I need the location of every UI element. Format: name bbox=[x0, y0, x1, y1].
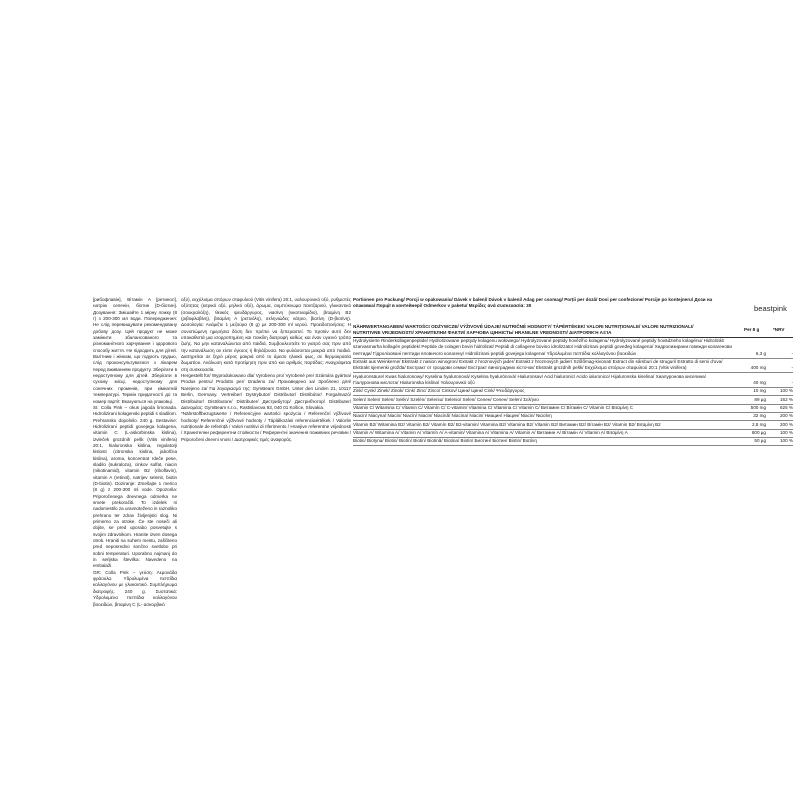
ingredients-text-gr-cont: οξύ), εκχύλισμα σπόρων σταφυλιού (Vitis vinifera) 20:1, υαλουρονικό οξύ, ρυθμιστές οξύτητας (κιτρικό οξύ, μηλικό οξύ), άρωμα, συμπύκνωμα παντζαριού, γλυκαντικό (σουκραλόζη), θειικός ψευδάργυρος, νιασίνη (νικοτιναμίδιο), βιταμίνη B2 (ριβοφλαβίνη), βιταμίνη A (ρετινόλη), σεληνιώδες νάτριο, βιοτίνη (D-βιοτίνη). Δοσολογία: Ανάμιξτε 1 μεζούρα (8 g) με 200-300 ml νερού. Προειδοποιήσεις: Η συνιστώμενη ημερήσια δόση δεν πρέπει να ξεπεραστεί. Το προϊόν αυτό δεν υποκαθιστά μια ισορροπημένη και ποικίλη διατροφή καθώς και έναν υγιεινό τρόπο ζωής. Να μην καταναλώνεται από παιδιά. Συμβουλευτείτε το γιατρό σας πριν από την κατανάλωση αν είστε έγκυος ή θηλάζουσα. Να φυλάσσεται μακριά από παιδιά. Διατηρείται σε ξηρό μέρος μακριά από το άμεσο ηλιακό φως, σε θερμοκρασία δωματίου. Ανάλωση κατά προτίμηση πριν από και αριθμός παρτίδας: Αναγράφεται στη συσκευασία. bbox=[181, 297, 351, 372]
table-row bbox=[353, 413, 793, 421]
table-row bbox=[353, 373, 793, 388]
nutrient-nrv: 200 % bbox=[779, 421, 793, 427]
nutrition-table-title: NÄHRWERTANGABEN/ WARTOŚCI ODŻYWCZE/ VÝŽIVOVÉ ÚDAJE/ NUTRIČNÉ HODNOTY/ TÁPÉRTÉKEK/ VALORI NUTRIȚIONALE/ VALORI NUTRIZIONALI/ NUTRITIVNE VRIJEDNOSTI/ ХРАНИТЕЛНИ ФАКТИ/ ХАРЧОВА ЦІННІСТЬ/ HRANILNE VREDNOSTI/ ΔΙΑΤΡΟΦΙΚΉ ΑΞΊΑ bbox=[353, 324, 694, 336]
nutrient-nrv: - bbox=[791, 380, 793, 386]
nutrient-amount: 800 µg bbox=[751, 430, 766, 436]
nutrient-name: Vitamin C/ Witamina C/ Vitamin C/ Vitamín C/ C-vitamin/ Vitamina C/ Vitamina C/ Vitamin C/ Витамин C/ Вітамін C/ Vitamin C/ Βιταμίνη C bbox=[353, 405, 634, 411]
nutrient-amount: 6,3 g bbox=[755, 350, 766, 356]
nutrient-amount: 400 mg bbox=[750, 365, 766, 371]
table-row bbox=[353, 430, 793, 438]
nutrition-panel bbox=[353, 297, 793, 497]
table-row bbox=[353, 421, 793, 429]
column-nrv: *NRV bbox=[773, 327, 785, 332]
nutrient-amount: 40 mg bbox=[753, 380, 766, 386]
nutrient-amount: 500 mg bbox=[750, 405, 766, 411]
column-per-serving: Per 8 g bbox=[744, 327, 760, 332]
nutrient-name: Hyaluronsäure/ Kwas hialuronowy/ Kyselina hyaluronová/ Kyselina hyalurónová/ Hialuronsav/ Acid hialuronic/ Acido ialuronico/ Hijaluronska kiselina/ Хиалуронова киселина/ Гіалуронова кислота/ Hialuronska kislina/ Υαλουρονικό οξύ bbox=[353, 373, 707, 386]
nutrient-amount: 32 mg bbox=[753, 413, 766, 419]
nutrition-table bbox=[353, 324, 793, 446]
nutrient-amount: 10 mg bbox=[753, 388, 766, 394]
nutrient-name: Extrakt aus Weinkerne/ Ekstrakt z nasion winogron/ Extrakt z hroznových jader/ Extrakt z hroznových jadier/ Szőlőmag-kivonat/ Extract din sâmburi de struguri/ Estratto di semi d'uva/ Ekstrakt sjemenki grožđa/ Екстракт от гроздови семки/ Екстракт виноградних кісточок/ Ekstrakt grozdnih pešk/ Εκχύλισμα σπόρων σταφυλιού 20:1 (Vitis vinifera) bbox=[353, 359, 723, 371]
nrv-footnote: *Nährstoffbezugswerte / Referencyjne wartości spożycia / Referenční výživové hodnoty/ Referenčné výživové hodnoty / Táplálkozási referenciaértékek / Valorile nutriționale de referință / Valori nutritivi di riferimento / Hranjive referentne vrijednosti / Хранителни референтни стойности / Референтні значення поживних речовин / Priporočeni dnevni vnosi / Διατροφικές τιμές αναφοράς. bbox=[181, 411, 351, 442]
nutrient-amount: 2,8 mg bbox=[751, 421, 766, 427]
ingredients-text-gr: GR: Colla Pink – γεύση: Λεμονάδα φράουλα. Υδρολυμένα πεπτίδια κολλαγόνου με γλυκαντικό. Συμπλήρωμα διατροφής. 240 g. Συστατικά: Υδρολυμένα πεπτίδια κολλαγόνου βοοειδών, βιταμίνη C (L- ασκορβικό bbox=[93, 569, 177, 607]
nutrient-name: Selen/ Selen/ Selen/ Selén/ Szelén/ Seleniu/ Selenio/ Selen/ Селен/ Селен/ Selen/ Σελήνιο bbox=[353, 396, 539, 402]
table-row bbox=[353, 396, 793, 404]
nutrition-rows bbox=[353, 338, 793, 447]
portions-per-pack: Portionen pro Packung/ Porcji w opakowaniu/ Dávek v balení/ Dávok v balení/ Adag per csomag/ Porții per doză/ Dosi per confezione/ Porcije po kontejneru/ Дози на опаковка/ Порції в контейнері/ Odmerkov v paketu/ Μερίδες ανά συσκευασία: 30 bbox=[353, 297, 713, 309]
nutrient-amount: 50 µg bbox=[754, 438, 766, 444]
nutrient-name: Biotin/ Biotyna/ Biotin/ Biotín/ Biotin/ Biotină/ Biotina/ Biotin/ Биотин/ Біотин/ Biotin/ Βιοτίνη bbox=[353, 438, 537, 444]
nutrient-nrv: 200 % bbox=[779, 413, 793, 419]
table-row bbox=[353, 338, 793, 359]
table-row bbox=[353, 388, 793, 396]
nutrient-nrv: - bbox=[791, 350, 793, 356]
nutrient-nrv: 100 % bbox=[779, 438, 793, 444]
nutrition-table-header bbox=[353, 324, 793, 338]
nutrient-nrv: 100 % bbox=[779, 430, 793, 436]
nutrient-name: Vitamin A/ Witamina A/ Vitamin A/ Vitamín A/ A-vitamin/ Vitamina A/ Vitamina A/ Vitamin A/ Витамин A/ Вітамін A/ Vitamin A/ Βιταμίνη A bbox=[353, 430, 628, 436]
ingredients-column-2 bbox=[181, 297, 351, 497]
ingredients-column-1 bbox=[93, 297, 177, 607]
nutrient-amount: 89 µg bbox=[754, 396, 766, 402]
brand-logo: beastpink bbox=[753, 304, 787, 313]
nutrient-name: Zink/ Cynk/ Zinek/ Zinok/ Cink/ Zinc/ Zinco/ Cinkov/ Цинк/ Цинк/ Cink/ Ψευδάργυρος bbox=[353, 388, 525, 394]
manufacturer-text: Hergestellt für/ Wyprodukowano dla/ Vyrobeno pro/ Vyrobené pre/ Számára gyártva/ Produs pentru/ Prodotto per/ Izradeno za/ Произведено за/ Зроблено для/ Narejeno za/ Για λογαριασμό της: GymBeam GmbH, Unter den Linden 21, 10117 Berlin, Germany. Vertreiber/ Dystrybutor/ Distributor/ Distribútor/ Forgalmazó/ Distribuitor/ Distributore/ Distributer/ Дистрибутор/ Дистриб'ютор/ Distributer/ Διανομέας: GymBeam s.r.o., Rastislavova 93, 040 01 Košice, Slovakia. bbox=[181, 373, 351, 410]
table-row bbox=[353, 405, 793, 413]
ingredients-text-si: SI: Colla Pink – okus jagoda limonada. Hidrolizirani kolagenski peptidi s sladilom. Prehransko dopolnilo. 240 g. Sestavine: Hidrolizirani peptidi govejega kolagena, vitamin C (L-askorbinska kislina), izvleček grozdnih pešk (Vitis vinifera) 20:1, hialuronska kislina, regulatorji kislosti (citronska kislina, jabolčna kislina), aroma, koncentrat rdeče pese, sladilo (sukraloza), cinkov sulfat, niacin (nikotinamid), vitamin B2 (riboflavin), vitamin A (retinol), natrijev selenit, biotin (D-biotin). Doziranje: Zmešajte 1 merico (8 g) z 200-300 ml vode. Opozorila: Priporočenega dnevnega odmerka ne smete prekoračiti. To izdelek ni nadomestilo za uravnoteženo in raznoliko prehrano ter zdrav življenjski slog. Ni primerno za otroke. Če ste noseči ali dojite, se pred uporabo posvetujte s svojim zdravnikom. Hranite izven dosega otrok. Hraniti na suhem mestu, zaščiteno pred neposredno sončno svetlobo pri sobni temperaturi. Uporabno najmanj do in serijska številka: Navedeno na embalaži. bbox=[93, 404, 177, 569]
nutrient-name: Niacin/ Niacyna/ Niacin/ Niacín/ Niacin/ Niacină/ Niacina/ Niacin/ Ниацин/ Ніацин/ Niacin/ Νιασίνη bbox=[353, 413, 552, 419]
ingredients-text-ua: [рибофлавін], Вітамін A [ретинол], натрію селенін, біотин [D-біотин]. Дозування: Змішайте 1 мірну ложку (8 г) з 200-300 мл води. Попередження: Не слід перевищувати рекомендовану добову дозу. Цей продукт не може замінити збалансованого та різноманітного харчування і здорового способу життя. Не підходить для дітей. Вагітним і жінкам, що годують грудью, слід проконсультуватися з лікарем перед вживанням продукту. Зберігати в недоступному для дітей. Зберігати в сухому місці, недоступному для сонячних променів, при кімнатній температурі. Термін придатності до та номер партії: Вказуються на упаковці. bbox=[93, 297, 177, 404]
nutrient-nrv: 100 % bbox=[779, 388, 793, 394]
nutrient-name: Vitamin B2/ Witamina B2/ Vitamin B2/ Vitamín B2/ B2-vitamin/ Vitamina B2/ Vitamina B2/ Vitamin B2/ Витамин B2/ Вітамін B2/ Vitamin B2/ Βιταμίνη B2 bbox=[353, 421, 661, 427]
nutrition-panel-header bbox=[353, 297, 793, 313]
table-row bbox=[353, 359, 793, 374]
nutrient-nrv: 625 % bbox=[779, 405, 793, 411]
nutrient-nrv: 162 % bbox=[779, 396, 793, 402]
nutrient-name: Hydrolysierte Rinderkollagenpeptide/ Hydrolizowane peptydy kolagenu wołowego/ Hydrolyzované peptidy hovězího kolagenu/ Hydrolyzované peptidy hovädzieho kolagénu/ Hidrolizált szarvasmarha kollagén peptidek/ Peptide de colagen bovin hidrolizat/ Peptidi di collagene bovino idrolizzato/ Hidrolizirani peptidi goveđeg kolagena/ Хидролизирани говежди колагенови пептиди/ Гідролізовані пептиди яловичого колагену/ Hidrolizirani peptidi govejega kolagena/ Υδρολυμένα πεπτίδια κολλαγόνου βοοειδών bbox=[353, 338, 732, 356]
table-row bbox=[353, 438, 793, 446]
nutrient-nrv: - bbox=[791, 365, 793, 371]
